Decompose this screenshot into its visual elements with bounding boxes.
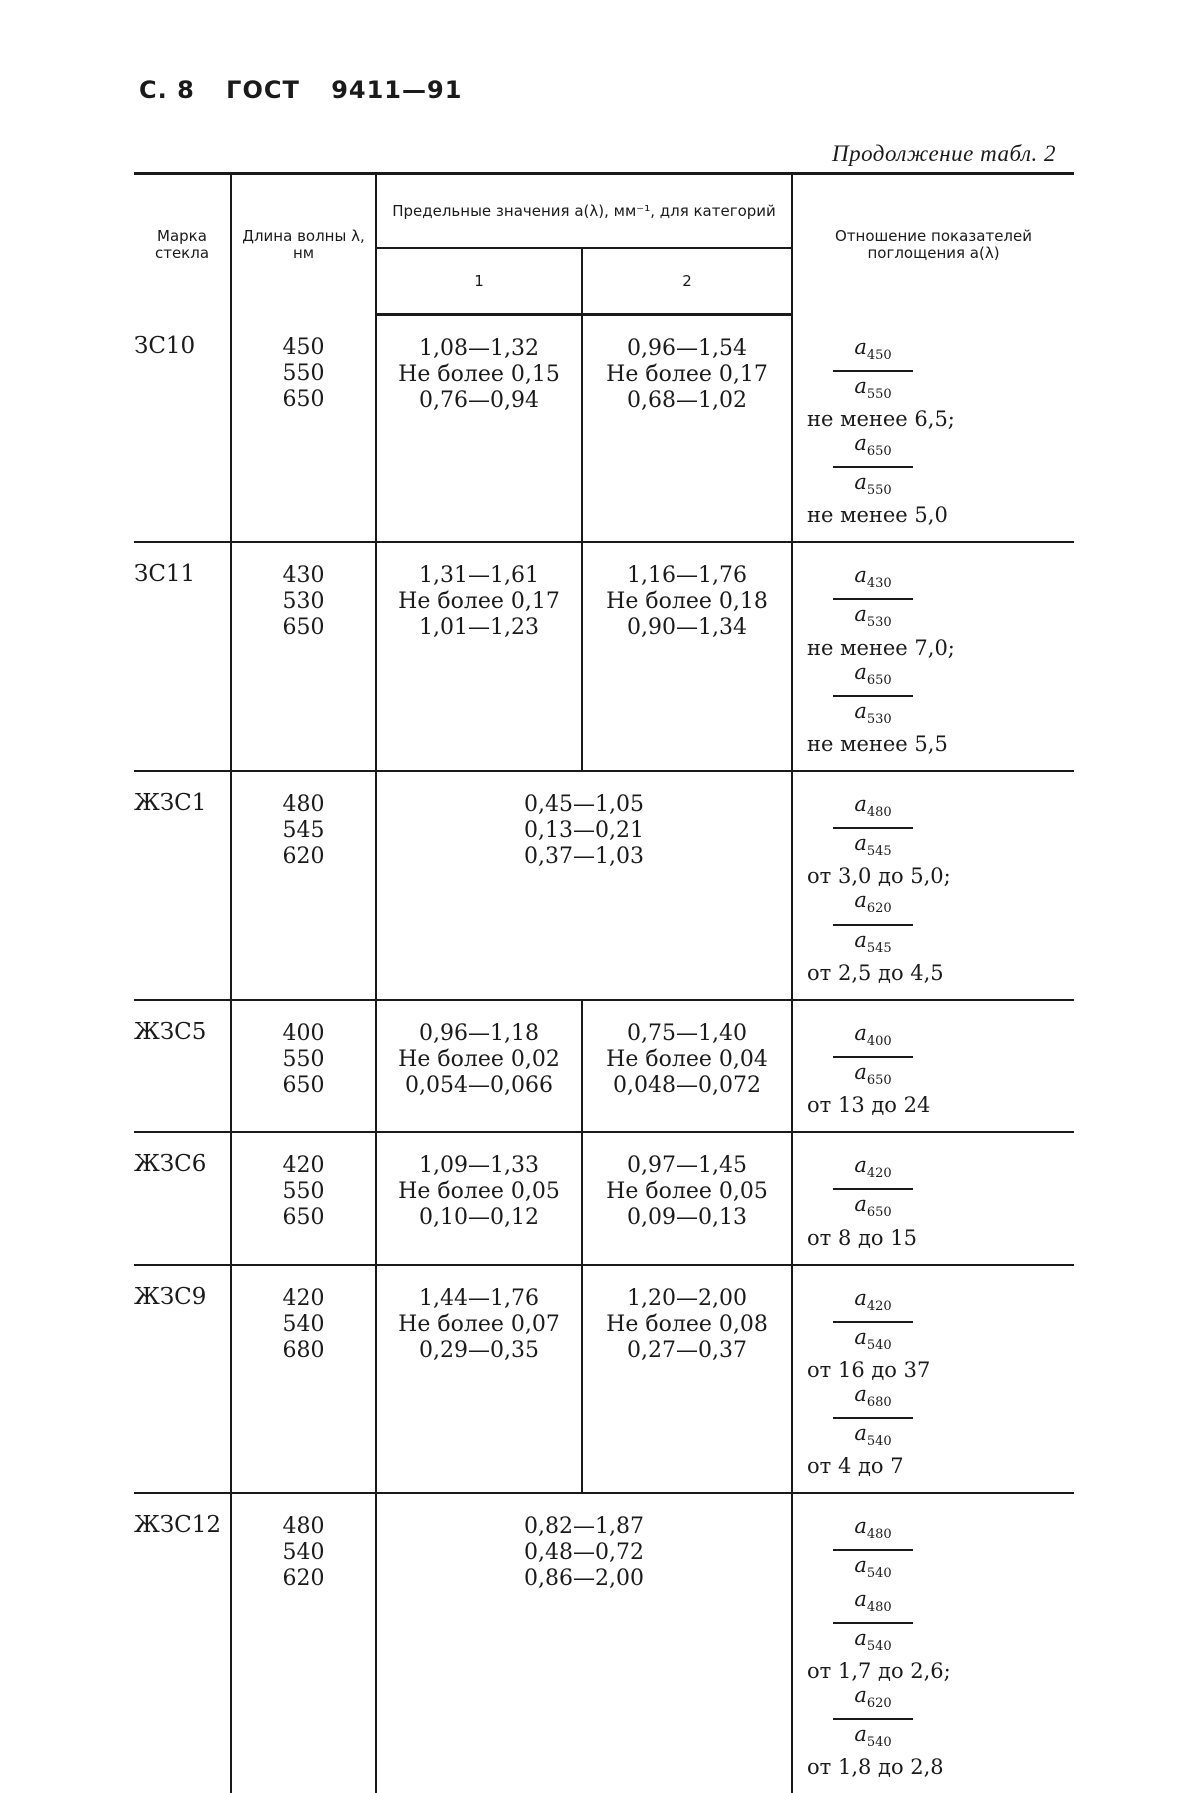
page-number: С. 8 xyxy=(139,76,195,104)
ratio-cell xyxy=(792,542,1074,771)
standard-number: 9411—91 xyxy=(331,76,462,104)
glass-mark: ЗС10 xyxy=(134,315,231,543)
wavelength-value: 620 xyxy=(232,1566,375,1592)
fraction-denominator xyxy=(833,1190,913,1225)
limit-value: 0,13—0,21 xyxy=(377,818,791,844)
denominator-subscript: 540 xyxy=(867,1338,892,1353)
ratio-fraction xyxy=(833,1683,913,1755)
numerator-symbol: a xyxy=(854,1514,867,1538)
ratio-cell xyxy=(792,1493,1074,1793)
limit-value: Не более 0,02 xyxy=(377,1047,581,1073)
fraction-denominator xyxy=(833,600,913,635)
denominator-symbol: a xyxy=(854,1722,867,1746)
limit-value: 0,45—1,05 xyxy=(377,792,791,818)
numerator-subscript: 680 xyxy=(867,1395,892,1410)
fraction-denominator xyxy=(833,468,913,503)
limits-category-2-cell xyxy=(582,542,792,771)
wavelength-value: 620 xyxy=(232,844,375,870)
limits-category-2-cell xyxy=(582,315,792,543)
limit-value: 1,08—1,32 xyxy=(377,336,581,362)
table-body xyxy=(134,315,1074,1793)
ratio-fraction xyxy=(833,888,913,960)
wavelength-cell xyxy=(231,1265,376,1494)
denominator-symbol: a xyxy=(854,1421,867,1445)
glass-mark: ЖЗС6 xyxy=(134,1132,231,1264)
wavelength-value: 680 xyxy=(232,1338,375,1364)
wavelength-value: 550 xyxy=(232,1179,375,1205)
fraction-numerator xyxy=(833,1382,913,1419)
ratio-condition: не менее 6,5; xyxy=(793,407,1074,431)
header-glass: Марка стекла xyxy=(134,174,231,315)
wavelength-value: 650 xyxy=(232,1205,375,1231)
numerator-symbol: a xyxy=(854,335,867,359)
numerator-subscript: 480 xyxy=(867,1527,892,1542)
limits-category-1-cell xyxy=(376,315,582,543)
denominator-symbol: a xyxy=(854,470,867,494)
fraction-denominator xyxy=(833,926,913,961)
table-row xyxy=(134,1265,1074,1494)
limits-category-1-cell xyxy=(376,1000,582,1132)
limit-value: Не более 0,04 xyxy=(583,1047,791,1073)
ratio-fraction xyxy=(833,1021,913,1093)
numerator-subscript: 620 xyxy=(867,902,892,917)
ratio-cell xyxy=(792,1265,1074,1494)
ratio-fraction xyxy=(833,792,913,864)
limits-category-2-cell xyxy=(582,1265,792,1494)
numerator-symbol: a xyxy=(854,1153,867,1177)
limit-value: 0,48—0,72 xyxy=(377,1540,791,1566)
limit-value: 0,09—0,13 xyxy=(583,1205,791,1231)
denominator-symbol: a xyxy=(854,374,867,398)
limit-value: Не более 0,05 xyxy=(377,1179,581,1205)
ratio-fraction xyxy=(833,1514,913,1586)
ratio-cell xyxy=(792,1132,1074,1264)
limit-value: 1,20—2,00 xyxy=(583,1286,791,1312)
numerator-symbol: a xyxy=(854,431,867,455)
fraction-numerator xyxy=(833,431,913,468)
ratio-condition: от 13 до 24 xyxy=(793,1093,1074,1117)
ratio-condition: от 4 до 7 xyxy=(793,1454,1074,1478)
limits-category-2-cell xyxy=(582,1132,792,1264)
header-ratio: Отношение показателей поглощения a(λ) xyxy=(792,174,1074,315)
denominator-subscript: 540 xyxy=(867,1567,892,1582)
denominator-subscript: 540 xyxy=(867,1639,892,1654)
wavelength-value: 430 xyxy=(232,563,375,589)
fraction-numerator xyxy=(833,1021,913,1058)
fraction-numerator xyxy=(833,1286,913,1323)
limit-value: 0,37—1,03 xyxy=(377,844,791,870)
denominator-subscript: 650 xyxy=(867,1206,892,1221)
ratio-fraction xyxy=(833,1286,913,1358)
limit-value: 0,96—1,18 xyxy=(377,1021,581,1047)
denominator-subscript: 545 xyxy=(867,941,892,956)
fraction-numerator xyxy=(833,1514,913,1551)
ratio-fraction xyxy=(833,1153,913,1225)
numerator-subscript: 650 xyxy=(867,673,892,688)
table-row xyxy=(134,315,1074,543)
numerator-subscript: 650 xyxy=(867,444,892,459)
standard-label: ГОСТ xyxy=(226,76,300,104)
numerator-subscript: 620 xyxy=(867,1696,892,1711)
limits-common-cell xyxy=(376,1493,792,1793)
ratio-condition: от 1,8 до 2,8 xyxy=(793,1755,1074,1779)
denominator-symbol: a xyxy=(854,602,867,626)
table-row xyxy=(134,1000,1074,1132)
wavelength-value: 550 xyxy=(232,1047,375,1073)
numerator-symbol: a xyxy=(854,563,867,587)
denominator-subscript: 540 xyxy=(867,1434,892,1449)
denominator-subscript: 540 xyxy=(867,1735,892,1750)
fraction-numerator xyxy=(833,888,913,925)
numerator-symbol: a xyxy=(854,1382,867,1406)
fraction-denominator xyxy=(833,829,913,864)
ratio-fraction xyxy=(833,660,913,732)
wavelength-value: 540 xyxy=(232,1540,375,1566)
glass-mark: ЖЗС12 xyxy=(134,1493,231,1793)
numerator-symbol: a xyxy=(854,1286,867,1310)
fraction-numerator xyxy=(833,563,913,600)
limit-value: Не более 0,07 xyxy=(377,1312,581,1338)
wavelength-cell xyxy=(231,1000,376,1132)
denominator-symbol: a xyxy=(854,1553,867,1577)
limit-value: 0,29—0,35 xyxy=(377,1338,581,1364)
ratio-condition: от 1,7 до 2,6; xyxy=(793,1659,1074,1683)
limit-value: Не более 0,17 xyxy=(377,589,581,615)
ratio-cell xyxy=(792,315,1074,543)
wavelength-value: 530 xyxy=(232,589,375,615)
fraction-denominator xyxy=(833,1624,913,1659)
glass-mark: ЗС11 xyxy=(134,542,231,771)
ratio-condition: не менее 5,5 xyxy=(793,732,1074,756)
limits-category-1-cell xyxy=(376,1265,582,1494)
header-wavelength: Длина волны λ, нм xyxy=(231,174,376,315)
limit-value: 0,96—1,54 xyxy=(583,336,791,362)
wavelength-value: 545 xyxy=(232,818,375,844)
denominator-subscript: 550 xyxy=(867,387,892,402)
limit-value: 0,054—0,066 xyxy=(377,1073,581,1099)
limit-value: Не более 0,15 xyxy=(377,362,581,388)
wavelength-cell xyxy=(231,1132,376,1264)
ratio-cell xyxy=(792,1000,1074,1132)
wavelength-value: 650 xyxy=(232,615,375,641)
table-row xyxy=(134,771,1074,1000)
fraction-numerator xyxy=(833,1683,913,1720)
denominator-symbol: a xyxy=(854,831,867,855)
limit-value: 0,76—0,94 xyxy=(377,388,581,414)
limits-category-1-cell xyxy=(376,1132,582,1264)
limit-value: 0,27—0,37 xyxy=(583,1338,791,1364)
limit-value: 0,68—1,02 xyxy=(583,388,791,414)
numerator-subscript: 480 xyxy=(867,805,892,820)
page-header xyxy=(139,76,484,104)
ratio-fraction xyxy=(833,563,913,635)
header-category-2: 2 xyxy=(582,248,792,315)
glass-mark: ЖЗС1 xyxy=(134,771,231,1000)
wavelength-value: 400 xyxy=(232,1021,375,1047)
table-continuation-caption: Продолжение табл. 2 xyxy=(832,141,1056,167)
numerator-symbol: a xyxy=(854,660,867,684)
header-category-1: 1 xyxy=(376,248,582,315)
glass-mark: ЖЗС5 xyxy=(134,1000,231,1132)
header-limits: Предельные значения a(λ), мм⁻¹, для категорий xyxy=(376,174,792,249)
denominator-symbol: a xyxy=(854,1192,867,1216)
ratio-condition: от 3,0 до 5,0; xyxy=(793,864,1074,888)
limit-value: 1,44—1,76 xyxy=(377,1286,581,1312)
wavelength-value: 450 xyxy=(232,335,375,361)
ratio-fraction xyxy=(833,1382,913,1454)
wavelength-cell xyxy=(231,315,376,543)
denominator-subscript: 530 xyxy=(867,712,892,727)
fraction-numerator xyxy=(833,1587,913,1624)
numerator-symbol: a xyxy=(854,792,867,816)
fraction-denominator xyxy=(833,1551,913,1586)
numerator-symbol: a xyxy=(854,1683,867,1707)
fraction-numerator xyxy=(833,792,913,829)
fraction-denominator xyxy=(833,1323,913,1358)
limits-common-cell xyxy=(376,771,792,1000)
denominator-symbol: a xyxy=(854,1060,867,1084)
wavelength-value: 550 xyxy=(232,361,375,387)
table-row xyxy=(134,542,1074,771)
numerator-subscript: 450 xyxy=(867,348,892,363)
ratio-condition: от 2,5 до 4,5 xyxy=(793,961,1074,985)
numerator-subscript: 430 xyxy=(867,576,892,591)
limit-value: 0,82—1,87 xyxy=(377,1514,791,1540)
limit-value: Не более 0,17 xyxy=(583,362,791,388)
fraction-numerator xyxy=(833,660,913,697)
numerator-symbol: a xyxy=(854,1021,867,1045)
wavelength-value: 650 xyxy=(232,1073,375,1099)
absorption-limits-table xyxy=(134,172,1074,1793)
ratio-condition: не менее 7,0; xyxy=(793,636,1074,660)
fraction-denominator xyxy=(833,697,913,732)
ratio-cell xyxy=(792,771,1074,1000)
denominator-subscript: 550 xyxy=(867,483,892,498)
limits-category-2-cell xyxy=(582,1000,792,1132)
denominator-symbol: a xyxy=(854,1325,867,1349)
fraction-numerator xyxy=(833,1153,913,1190)
limit-value: 0,97—1,45 xyxy=(583,1153,791,1179)
denominator-subscript: 545 xyxy=(867,844,892,859)
limit-value: 0,90—1,34 xyxy=(583,615,791,641)
limits-category-1-cell xyxy=(376,542,582,771)
numerator-subscript: 480 xyxy=(867,1600,892,1615)
table-row xyxy=(134,1493,1074,1793)
wavelength-value: 480 xyxy=(232,792,375,818)
denominator-symbol: a xyxy=(854,1626,867,1650)
ratio-fraction xyxy=(833,1587,913,1659)
wavelength-cell xyxy=(231,771,376,1000)
limit-value: 1,09—1,33 xyxy=(377,1153,581,1179)
limit-value: 1,01—1,23 xyxy=(377,615,581,641)
limit-value: Не более 0,05 xyxy=(583,1179,791,1205)
wavelength-value: 420 xyxy=(232,1286,375,1312)
wavelength-value: 540 xyxy=(232,1312,375,1338)
ratio-condition: не менее 5,0 xyxy=(793,503,1074,527)
limit-value: Не более 0,08 xyxy=(583,1312,791,1338)
wavelength-value: 650 xyxy=(232,387,375,413)
limit-value: 0,048—0,072 xyxy=(583,1073,791,1099)
table-row xyxy=(134,1132,1074,1264)
glass-mark: ЖЗС9 xyxy=(134,1265,231,1494)
numerator-symbol: a xyxy=(854,888,867,912)
limit-value: 0,10—0,12 xyxy=(377,1205,581,1231)
denominator-subscript: 650 xyxy=(867,1073,892,1088)
numerator-subscript: 420 xyxy=(867,1166,892,1181)
limit-value: 0,86—2,00 xyxy=(377,1566,791,1592)
denominator-subscript: 530 xyxy=(867,616,892,631)
ratio-condition: от 16 до 37 xyxy=(793,1358,1074,1382)
limit-value: Не более 0,18 xyxy=(583,589,791,615)
numerator-symbol: a xyxy=(854,1587,867,1611)
numerator-subscript: 420 xyxy=(867,1299,892,1314)
fraction-denominator xyxy=(833,372,913,407)
ratio-fraction xyxy=(833,431,913,503)
wavelength-cell xyxy=(231,1493,376,1793)
limit-value: 1,31—1,61 xyxy=(377,563,581,589)
fraction-denominator xyxy=(833,1058,913,1093)
denominator-symbol: a xyxy=(854,699,867,723)
wavelength-value: 480 xyxy=(232,1514,375,1540)
numerator-subscript: 400 xyxy=(867,1034,892,1049)
fraction-denominator xyxy=(833,1419,913,1454)
limit-value: 0,75—1,40 xyxy=(583,1021,791,1047)
fraction-denominator xyxy=(833,1720,913,1755)
limit-value: 1,16—1,76 xyxy=(583,563,791,589)
wavelength-value: 420 xyxy=(232,1153,375,1179)
ratio-condition: от 8 до 15 xyxy=(793,1226,1074,1250)
ratio-fraction xyxy=(833,335,913,407)
wavelength-cell xyxy=(231,542,376,771)
denominator-symbol: a xyxy=(854,928,867,952)
fraction-numerator xyxy=(833,335,913,372)
